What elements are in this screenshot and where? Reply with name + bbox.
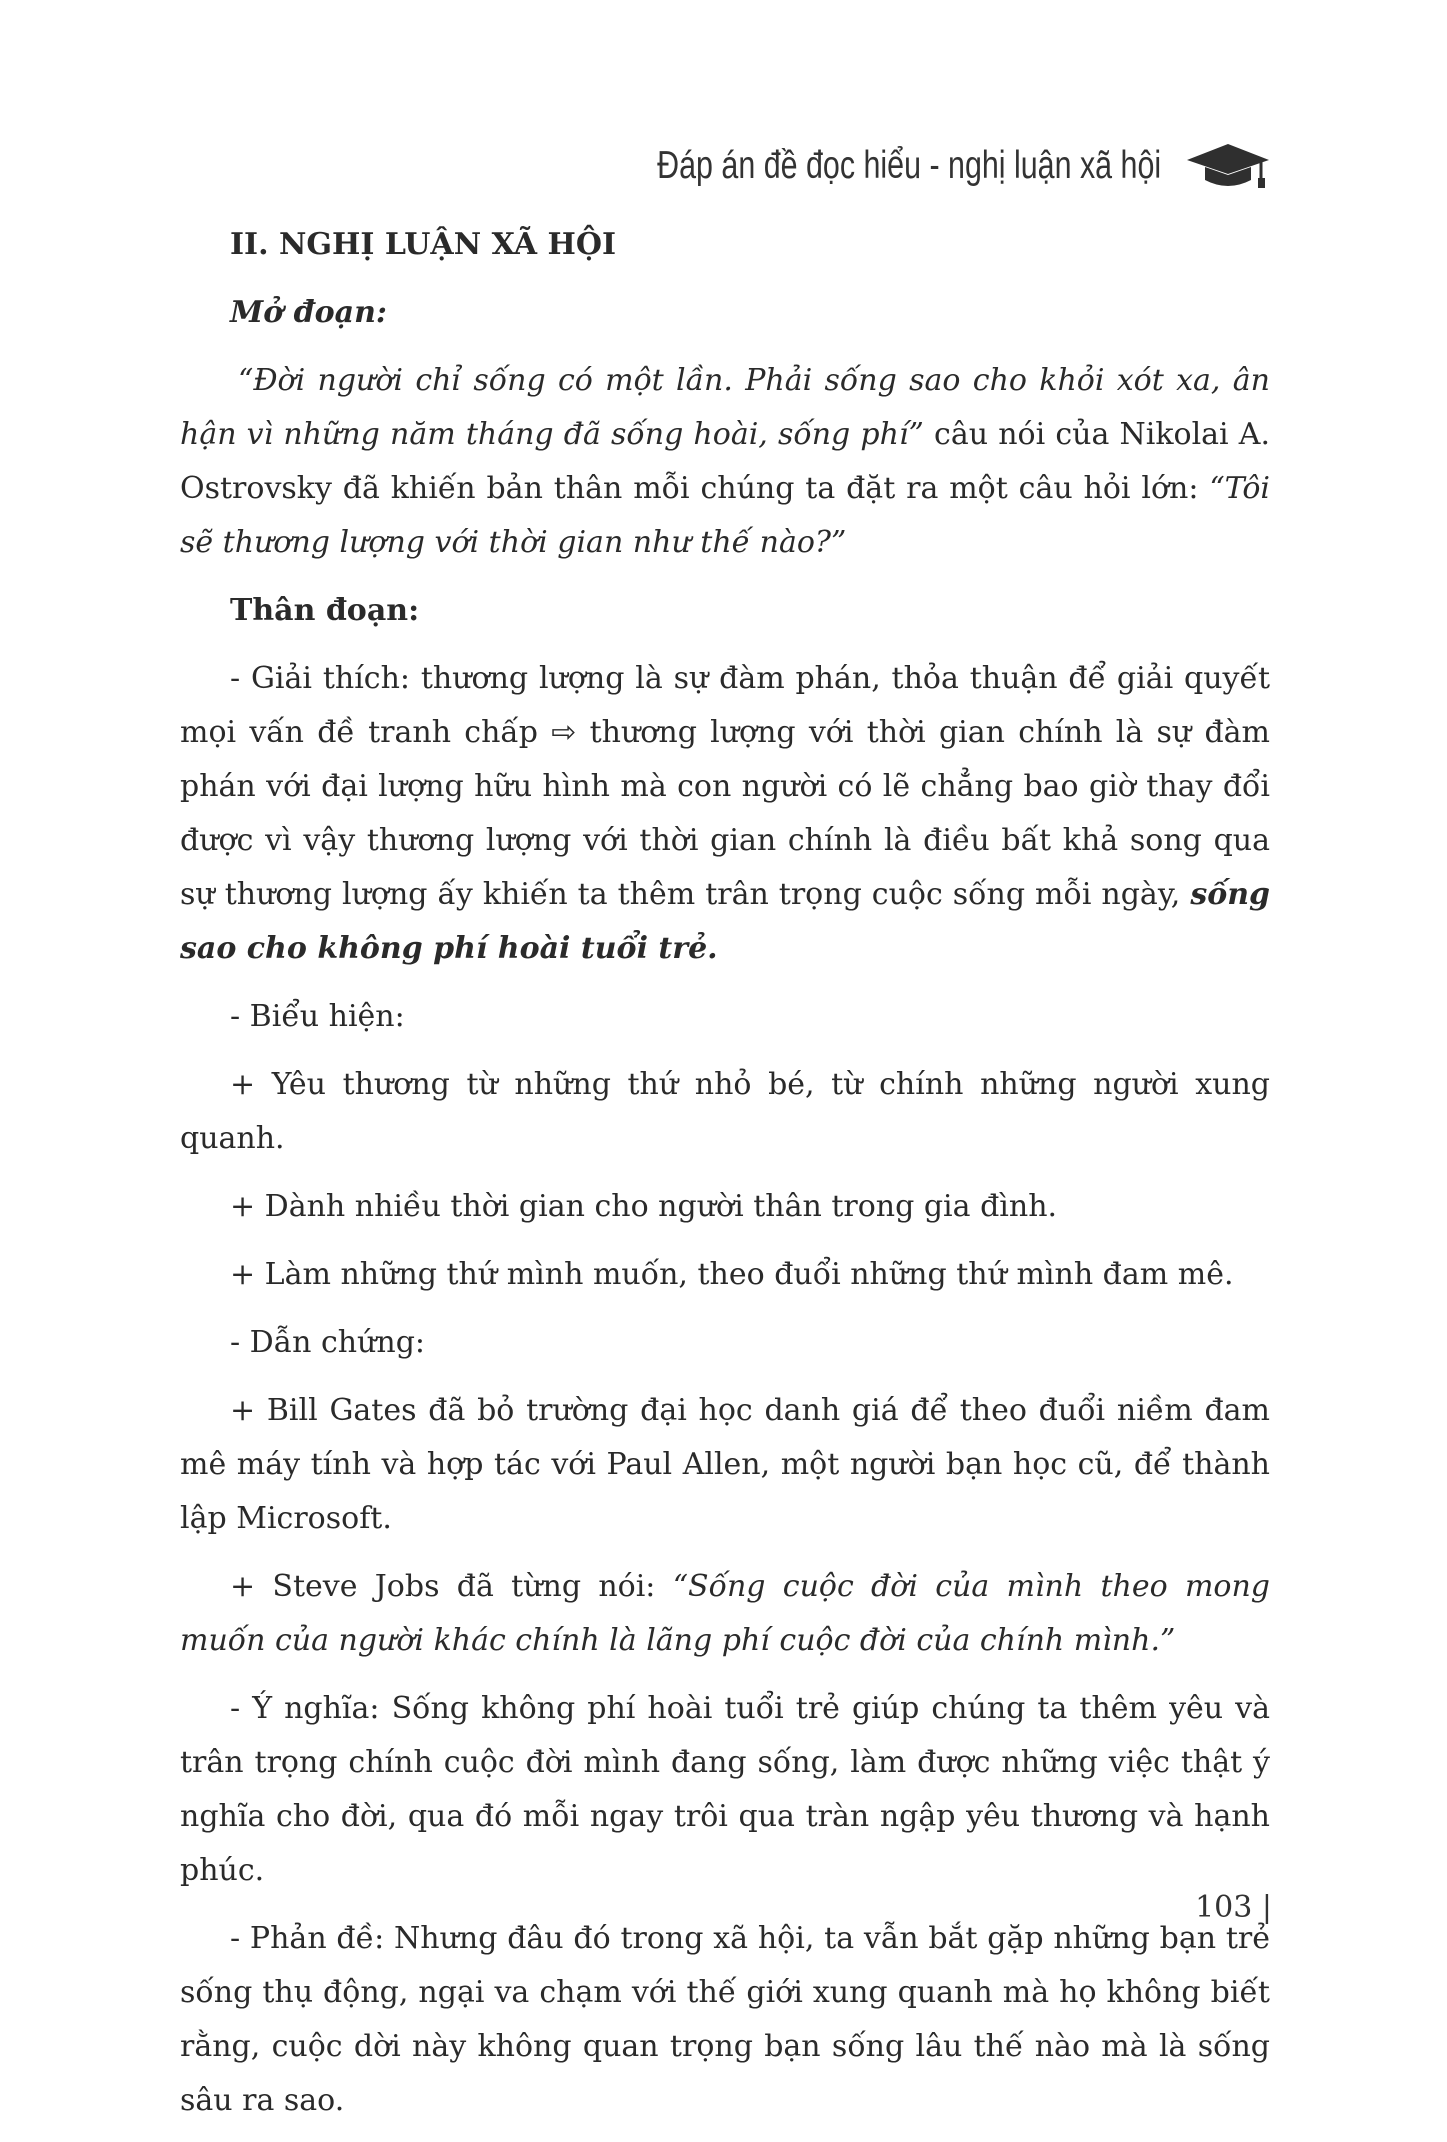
- evidence-label: - Dẫn chứng:: [230, 1325, 426, 1360]
- expression-label: - Biểu hiện:: [230, 999, 405, 1034]
- body-heading: Thân đoạn:: [230, 593, 420, 628]
- intro-quote: “Đời người chỉ sống có một lần. Phải sống sao cho khỏi xót xa, ân hận vì những năm tháng đã sống hoài, sống phí”: [180, 363, 1270, 452]
- page-content: [180, 218, 1270, 2142]
- intro-heading: Mở đoạn:: [230, 295, 387, 330]
- graduation-cap-icon: [1185, 140, 1271, 192]
- evidence-steve-jobs: [180, 1560, 1270, 1668]
- evidence-steve-jobs-lead: + Steve Jobs đã từng nói:: [230, 1569, 673, 1604]
- page-number: 103 |: [1195, 1890, 1272, 1925]
- running-header-title: Đáp án đề đọc hiểu - nghị luận xã hội: [657, 144, 1161, 187]
- explain-text-2: thương lượng với thời gian chính là sự đàm phán với đại lượng hữu hình mà con người có lẽ chẳng bao giờ thay đổi được vì vậy thương lượng với thời gian chính là điều bất khả song qua sự thương lượng ấy khiến ta thêm trân trọng cuộc sống mỗi ngày,: [180, 715, 1271, 912]
- explain-paragraph: [180, 652, 1270, 976]
- running-header: [515, 140, 1271, 192]
- expression-item: + Yêu thương từ những thứ nhỏ bé, từ chính những người xung quanh.: [180, 1067, 1270, 1156]
- explain-text-1: - Giải thích: thương lượng là sự đàm phán, thỏa thuận để giải quyết mọi vấn đề tranh chấp: [180, 661, 1270, 750]
- arrow-icon: ⇨: [551, 715, 577, 750]
- counter-paragraph: - Phản đề: Nhưng đâu đó trong xã hội, ta vẫn bắt gặp những bạn trẻ sống thụ động, ngại va chạm với thế giới xung quanh mà họ không biết rằng, cuộc dời này không quan trọng bạn sống lâu thế nào mà là sống sâu ra sao.: [180, 1921, 1270, 2118]
- explain-emphasis: sống sao cho không phí hoài tuổi trẻ.: [180, 877, 1270, 966]
- section-title: II. NGHỊ LUẬN XÃ HỘI: [230, 227, 617, 262]
- meaning-paragraph: - Ý nghĩa: Sống không phí hoài tuổi trẻ giúp chúng ta thêm yêu và trân trọng chính cuộc đời mình đang sống, làm được những việc thật ý nghĩa cho đời, qua đó mỗi ngay trôi qua tràn ngập yêu thương và hạnh phúc.: [180, 1691, 1270, 1888]
- evidence-steve-jobs-quote: “Sống cuộc đời của mình theo mong muốn của người khác chính là lãng phí cuộc đời của chính mình.”: [180, 1569, 1270, 1658]
- expression-item: + Dành nhiều thời gian cho người thân trong gia đình.: [230, 1189, 1058, 1224]
- intro-paragraph: [180, 354, 1270, 570]
- evidence-bill-gates: + Bill Gates đã bỏ trường đại học danh giá để theo đuổi niềm đam mê máy tính và hợp tác với Paul Allen, một người bạn học cũ, để thành lập Microsoft.: [180, 1393, 1270, 1536]
- intro-question: “Tôi sẽ thương lượng với thời gian như thế nào?”: [180, 471, 1270, 560]
- intro-text: câu nói của Nikolai A. Ostrovsky đã khiến bản thân mỗi chúng ta đặt ra một câu hỏi lớn:: [180, 417, 1270, 506]
- expression-item: + Làm những thứ mình muốn, theo đuổi những thứ mình đam mê.: [230, 1257, 1234, 1292]
